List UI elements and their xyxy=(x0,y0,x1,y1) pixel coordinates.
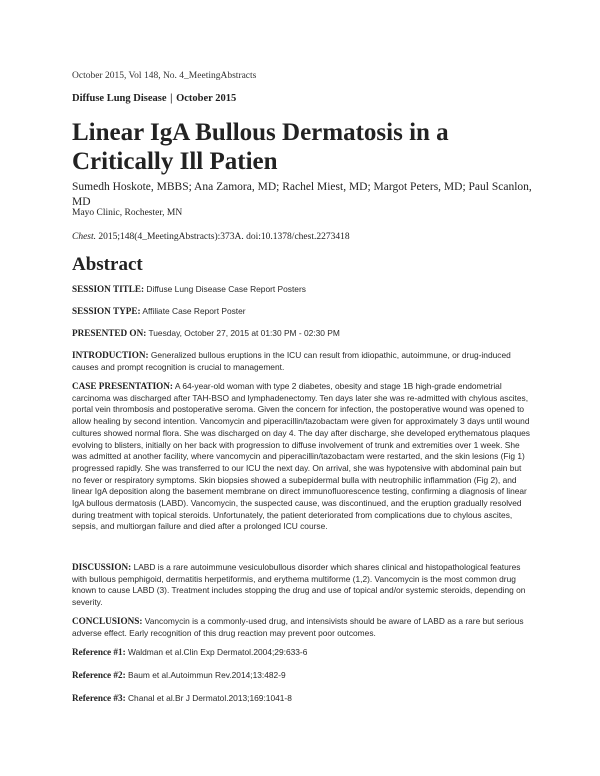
session-title-label: SESSION TITLE: xyxy=(72,284,145,294)
reference-label: Reference #2: xyxy=(72,670,126,680)
reference-text: Baum et al.Autoimmun Rev.2014;13:482-9 xyxy=(127,670,286,680)
presented-paragraph xyxy=(72,328,530,340)
discussion-text: LABD is a rare autoimmune vesiculobullous disorder which shares clinical and histopathological features with bullous pemphigoid, dermatitis herpetiformis, and erythema multiforme (1,2). Vancomycin is the most common drug known to cause LABD (3). Treatment includes stopping the drug and use of topical and/or systemic steroids, depending on severity. xyxy=(72,562,526,608)
issue-line: October 2015, Vol 148, No. 4_MeetingAbstracts xyxy=(72,71,257,81)
introduction-label: INTRODUCTION: xyxy=(72,350,149,360)
abstract-heading: Abstract xyxy=(72,254,143,275)
case-presentation-label: CASE PRESENTATION: xyxy=(72,381,173,391)
affiliation: Mayo Clinic, Rochester, MN xyxy=(72,208,183,218)
case-presentation-text: A 64-year-old woman with type 2 diabetes, obesity and stage 1B high-grade endometrial carcinoma was discharged after TAH-BSO and lymphadenectomy. Ten days later she was re-admitted with chylous ascites, portal vein thrombosis and postoperative seroma. Given the concern for infection, the postoperative wound was opened to allow healing by second intention. Vancomycin and piperacillin/tazobactam were given for approximately 3 days until wound cultures showed normal flora. She was discharged on day 4. The day after discharge, she developed erythematous plaques evolving to blisters, initially on her back with progression to diffuse involvement of trunk and extremities over 1 week. She was admitted at another facility, where vancomycin and piperacillin/tazobactam were restarted, and the skin lesions (Fig 1) progressed rapidly. She was transferred to our ICU the next day. On arrival, she was hypotensive with abdominal pain but no fever or respiratory symptoms. Skin biopsies showed a subepidermal bulla with neutrophilic inflammation (Fig 2), and linear IgA deposition along the basement membrane on direct immunofluorescence testing, confirming a diagnosis of linear IgA bullous dermatosis (LABD). Vancomycin, the suspected cause, was discontinued, and the eruption gradually resolved during treatment with topical steroids. Unfortunately, the patient deteriorated from complications due to chylous ascites, sepsis, and multiorgan failure and died after a prolonged ICU course. xyxy=(72,381,530,532)
citation-details: 2015;148(4_MeetingAbstracts):373A. doi:10.1378/chest.2273418 xyxy=(98,232,350,242)
introduction-paragraph xyxy=(72,350,530,373)
presented-label: PRESENTED ON: xyxy=(72,328,147,338)
section-date: October 2015 xyxy=(176,93,237,104)
section-line xyxy=(72,93,236,104)
reference-item xyxy=(72,647,530,659)
session-type-paragraph xyxy=(72,306,530,318)
case-presentation-paragraph xyxy=(72,381,530,533)
session-type-label: SESSION TYPE: xyxy=(72,306,141,316)
conclusions-paragraph xyxy=(72,616,530,639)
citation-journal: Chest. xyxy=(72,232,97,242)
author-list: Sumedh Hoskote, MBBS; Ana Zamora, MD; Rachel Miest, MD; Margot Peters, MD; Paul Scanlon, MD xyxy=(72,181,532,208)
reference-text: Waldman et al.Clin Exp Dermatol.2004;29:633-6 xyxy=(127,647,308,657)
reference-text: Chanal et al.Br J Dermatol.2013;169:1041-8 xyxy=(127,693,292,703)
session-title-paragraph xyxy=(72,284,530,296)
conclusions-label: CONCLUSIONS: xyxy=(72,616,143,626)
presented-text: Tuesday, October 27, 2015 at 01:30 PM - 02:30 PM xyxy=(148,328,340,338)
reference-item xyxy=(72,693,530,705)
citation xyxy=(72,232,350,242)
discussion-label: DISCUSSION: xyxy=(72,562,132,572)
reference-label: Reference #3: xyxy=(72,693,126,703)
reference-label: Reference #1: xyxy=(72,647,126,657)
introduction-text: Generalized bullous eruptions in the ICU can result from idiopathic, autoimmune, or drug-induced causes and prompt recognition is crucial to management. xyxy=(72,350,511,372)
discussion-paragraph xyxy=(72,562,530,609)
article-title: Linear IgA Bullous Dermatosis in a Critically Ill Patien xyxy=(72,119,449,175)
reference-item xyxy=(72,670,530,682)
session-type-text: Affiliate Case Report Poster xyxy=(142,306,246,316)
section-separator: | xyxy=(170,93,173,104)
section-name: Diffuse Lung Disease xyxy=(72,93,167,104)
session-title-text: Diffuse Lung Disease Case Report Posters xyxy=(146,284,306,294)
conclusions-text: Vancomycin is a commonly-used drug, and intensivists should be aware of LABD as a rare but serious adverse effect. Early recognition of this drug reaction may prevent poor outcomes. xyxy=(72,616,524,638)
